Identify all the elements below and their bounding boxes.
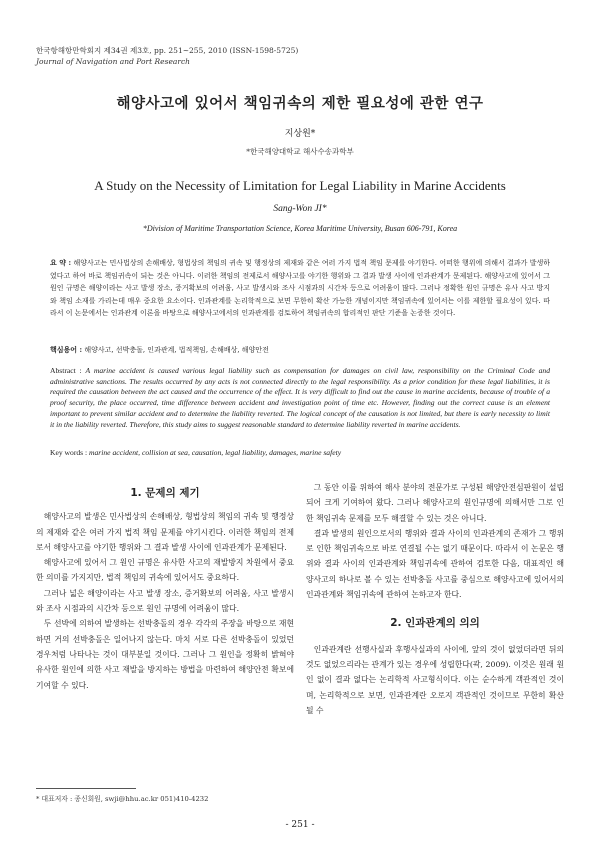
body-column-right	[306, 480, 564, 718]
paragraph: 해양사고의 발생은 민사법상의 손해배상, 형법상의 책임의 귀속 및 행정상의 제재와 같은 여러 가지 법적 책임 문제를 야기시킨다. 이러한 책임의 전제로서 해양사고를 야기한 행위와 그 결과 발생 사이에 인과관계가 문제된다.	[36, 512, 294, 552]
affiliation-korean: *한국해양대학교 해사수송과학부	[246, 147, 354, 156]
keywords-english	[50, 448, 550, 457]
title-korean: 해양사고에 있어서 책임귀속의 제한 필요성에 관한 연구	[116, 96, 484, 112]
author-english: Sang-Won JI*	[273, 204, 327, 214]
paragraph: 결과 발생의 원인으로서의 행위와 결과 사이의 인과관계의 존재가 그 행위로 인한 책임귀속으로 바로 연결될 수는 없기 때문이다. 따라서 이 논문은 행위와 결과 사이의 인과관계와 책임귀속에 관하여 검토한 다음, 대표적인 해양사고의 하나로 볼 수 있는 선박충돌 사고를 중심으로 해양사고에 있어서의 인과관계와 책임귀속에 관하여 논하고자 한다.	[306, 528, 564, 600]
title-english: A Study on the Necessity of Limitation for Legal Liability in Marine Accidents	[94, 178, 506, 193]
author-korean: 지상원*	[284, 129, 316, 139]
paragraph: 인과관계란 선행사실과 후행사실과의 사이에, 앞의 것이 없었더라면 뒤의 것도 없었으리라는 관계가 있는 경우에 성립한다(곽, 2009). 이것은 원래 원인 없이 결과 없다는 논리학적 사고형식이다. 이는 순수하게 객관적인 것이며, 논리학적으로 보면, 인과관계란 오로지 객관적인 것이므로 무한히 확산될 수	[306, 644, 564, 715]
footnote-rule	[36, 788, 136, 789]
keywords-korean-label: 핵심용어 :	[50, 345, 83, 354]
keywords-english-text: marine accident, collision at sea, causation, legal liability, damages, marine safety	[89, 448, 342, 457]
keywords-korean-text: 해양사고, 선박충돌, 인과관계, 법적책임, 손해배상, 해양안전	[84, 346, 269, 354]
paragraph: 두 선박에 의하여 발생하는 선박충돌의 경우 각각의 주장을 바탕으로 재현하면 거의 선박충돌은 일어나지 않는다. 마치 서로 다른 선박충돌이 있었던 경우처럼 나타나는 것이 대부분일 것이다. 그러나 그 원인을 정확히 밝혀야 유사한 원인에 의한 사고 재발을 방지하는 방법을 마련하여 해양안전 확보에 기여할 수 있다.	[36, 619, 294, 690]
abstract-english	[50, 366, 550, 430]
abstract-korean-label: 요 약 :	[50, 258, 72, 267]
paragraph: 그 동안 이를 위하여 해사 분야의 전문가로 구성된 해양안전심판원이 설립되어 크게 기여하여 왔다. 그러나 해양사고의 원인규명에 의해서만 그로 인한 책임귀속 문제를 모두 해결할 수 있는 것은 아니다.	[306, 483, 564, 523]
journal-citation: 한국항해항만학회지 제34권 제3호, pp. 251~255, 2010 (ISSN-1598-5725)	[36, 46, 299, 55]
abstract-english-text: A marine accident is caused various legal liability such as compensation for damages on civil law, responsibility on the Criminal Code and administrative sanctions. The results occurred by any acts is not connected directly to the legal responsibility. As a prior condition for these legal liabilities, it is required the causation between the act caused and the occurrence of the effect. It is very difficult to find out the cause in marine accidents, because of trouble of a proof security, the place occurred, time difference between accident and investigation point of time etc. However, finding out the correct cause is an element important to prevent similar accident and to determine the liability reverted. The logical concept of the causation is not limited, but there is early necessity to limit it in the liability reverted. Therefore, this study aims to suggest reasonable standard to determine liability reverted in marine accidents.	[50, 366, 550, 429]
abstract-english-label: Abstract :	[50, 366, 82, 375]
page-number: - 251 -	[285, 820, 315, 830]
section-heading: 2. 인과관계의 의의	[390, 617, 480, 630]
affiliation-english: *Division of Maritime Transportation Science, Korea Maritime University, Busan 606-791, Korea	[142, 224, 458, 233]
keywords-english-label: Key words :	[50, 448, 88, 457]
abstract-korean	[50, 257, 550, 320]
journal-header	[36, 45, 298, 67]
journal-name: Journal of Navigation and Port Research	[36, 57, 190, 66]
abstract-korean-text: 해양사고는 민사법상의 손해배상, 형법상의 책임의 귀속 및 행정상의 제재와 같은 여러 가지 법적 책임 문제를 야기한다. 어떠한 행위에 의해서 결과가 발생하였다고 하여 바로 책임귀속이 되는 것은 아니다. 이러한 책임의 전제로서 해양사고를 야기한 행위와 그 결과 발생 사이에 인과관계가 문제된다. 해양사고에 있어서 그 원인 규명은 해양이라는 사고 발생 장소, 증거확보의 어려움, 사고 발생시와 조사 시점과의 시간차 등으로 어려움이 많다. 그러나 정확한 원인 규명은 유사 사고 방지와 책임 소재를 가리는데 매우 중요한 요소이다. 인과관계를 논리학적으로 보면 무한히 확산 가능한 개념이지만 책임귀속에 있어서는 이를 제한할 필요성이 있다. 따라서 이 논문에서는 인과관계 이론을 바탕으로 해양사고에서의 인과관계를 검토하여 책임귀속의 합리적인 판단 기준을 논증한 것이다.	[50, 259, 550, 318]
paragraph: 해양사고에 있어서 그 원인 규명은 유사한 사고의 재발방지 차원에서 중요한 의미를 가지지만, 법적 책임의 귀속에 있어서도 중요하다.	[36, 558, 294, 583]
section-heading: 1. 문제의 제기	[130, 487, 200, 499]
keywords-korean	[50, 345, 550, 355]
paragraph: 그러나 넓은 해양이라는 사고 발생 장소, 증거확보의 어려움, 사고 발생시와 조사 시점과의 시간차 등으로 원인 규명에 어려움이 많다.	[36, 588, 294, 614]
body-column-left	[36, 480, 294, 693]
footnote: * 대표저자 : 종신회원, swji@hhu.ac.kr 051)410-4232	[36, 795, 209, 803]
